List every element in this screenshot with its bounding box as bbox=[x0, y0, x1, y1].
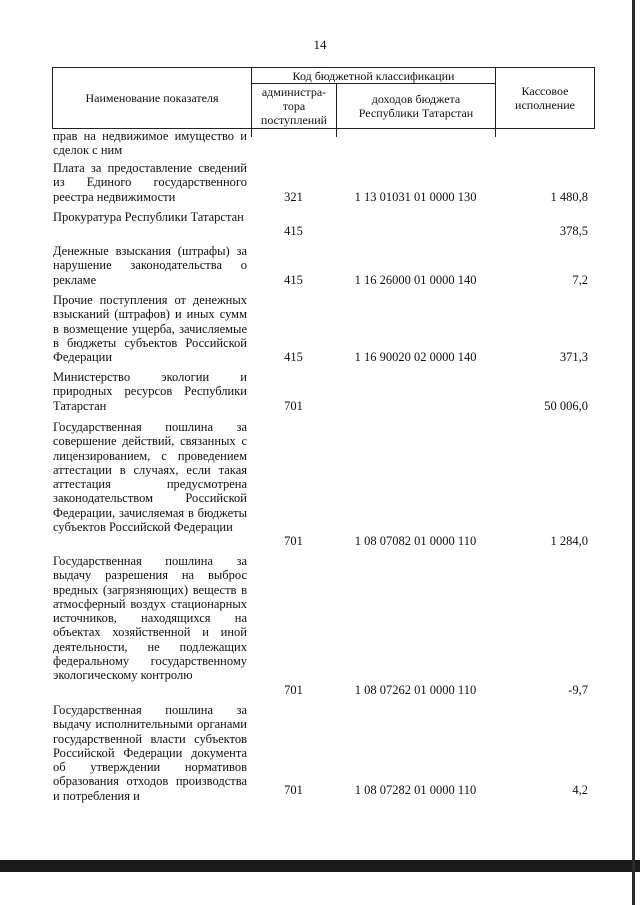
header-cash-execution: Кассовое исполнение bbox=[495, 67, 595, 129]
row-admin-code: 701 bbox=[284, 783, 303, 797]
row-name: Прочие поступления от денежных взысканий (штрафов) и иных сумм в возмещение ущерба, зачисляемые в бюджеты субъектов Российской Федерации bbox=[53, 293, 247, 365]
row-name: Денежные взыскания (штрафы) за нарушение законодательства о рекламе bbox=[53, 244, 247, 287]
row-name: Плата за предоставление сведений из Единого государственного реестра недвижимости bbox=[53, 161, 247, 204]
column-divider bbox=[336, 129, 337, 137]
header-income: доходов бюджета Республики Татарстан bbox=[336, 83, 496, 129]
row-amount: -9,7 bbox=[568, 683, 588, 697]
row-income-code: 1 16 90020 02 0000 140 bbox=[354, 350, 477, 364]
row-name: Государственная пошлина за выдачу исполнительными органами государственной власти субъектов Российской Федерации документа об утверждении нормативов образования отходов производства и потребления и bbox=[53, 703, 247, 803]
row-income-code: 1 08 07262 01 0000 110 bbox=[354, 683, 477, 697]
row-amount: 7,2 bbox=[572, 273, 588, 287]
column-divider bbox=[251, 129, 252, 137]
row-amount: 1 480,8 bbox=[550, 190, 588, 204]
row-income-code: 1 13 01031 01 0000 130 bbox=[354, 190, 477, 204]
row-admin-code: 701 bbox=[284, 399, 303, 413]
header-administrator: администра- тора поступлений bbox=[251, 83, 337, 129]
row-income-code: 1 08 07082 01 0000 110 bbox=[354, 534, 477, 548]
row-admin-code: 415 bbox=[284, 224, 303, 238]
row-income-code: 1 08 07282 01 0000 110 bbox=[354, 783, 477, 797]
scan-border-bottom bbox=[0, 860, 640, 872]
row-admin-code: 415 bbox=[284, 350, 303, 364]
column-divider bbox=[495, 129, 496, 137]
scan-border-right bbox=[632, 0, 635, 905]
row-name: Министерство экологии и природных ресурсов Республики Татарстан bbox=[53, 370, 247, 413]
row-income-code: 1 16 26000 01 0000 140 bbox=[354, 273, 477, 287]
row-amount: 50 006,0 bbox=[544, 399, 588, 413]
row-name: Прокуратура Республики Татарстан bbox=[53, 210, 244, 224]
row-name: Государственная пошлина за выдачу разрешения на выброс вредных (загрязняющих) веществ в атмосферный воздух стационарных источников, находящихся на объектах хозяйственной и иной деятельности, не подлежащих федеральному государственному экологическому контролю bbox=[53, 554, 247, 683]
row-amount: 4,2 bbox=[572, 783, 588, 797]
row-amount: 371,3 bbox=[559, 350, 588, 364]
row-admin-code: 321 bbox=[284, 190, 303, 204]
row-admin-code: 415 bbox=[284, 273, 303, 287]
header-indicator-name: Наименование показателя bbox=[52, 67, 252, 129]
row-amount: 1 284,0 bbox=[550, 534, 588, 548]
header-classification-code: Код бюджетной классификации bbox=[251, 67, 496, 84]
row-admin-code: 701 bbox=[284, 683, 303, 697]
row-name: Государственная пошлина за совершение действий, связанных с лицензированием, с проведением аттестации в случаях, если такая аттестация предусмотрена законодательством Российской Федерации, зачисляемая в бюджеты субъектов Российской Федерации bbox=[53, 420, 247, 535]
row-amount: 378,5 bbox=[559, 224, 588, 238]
row-name: прав на недвижимое имущество и сделок с ним bbox=[53, 129, 247, 158]
row-admin-code: 701 bbox=[284, 534, 303, 548]
page-number: 14 bbox=[313, 37, 327, 52]
